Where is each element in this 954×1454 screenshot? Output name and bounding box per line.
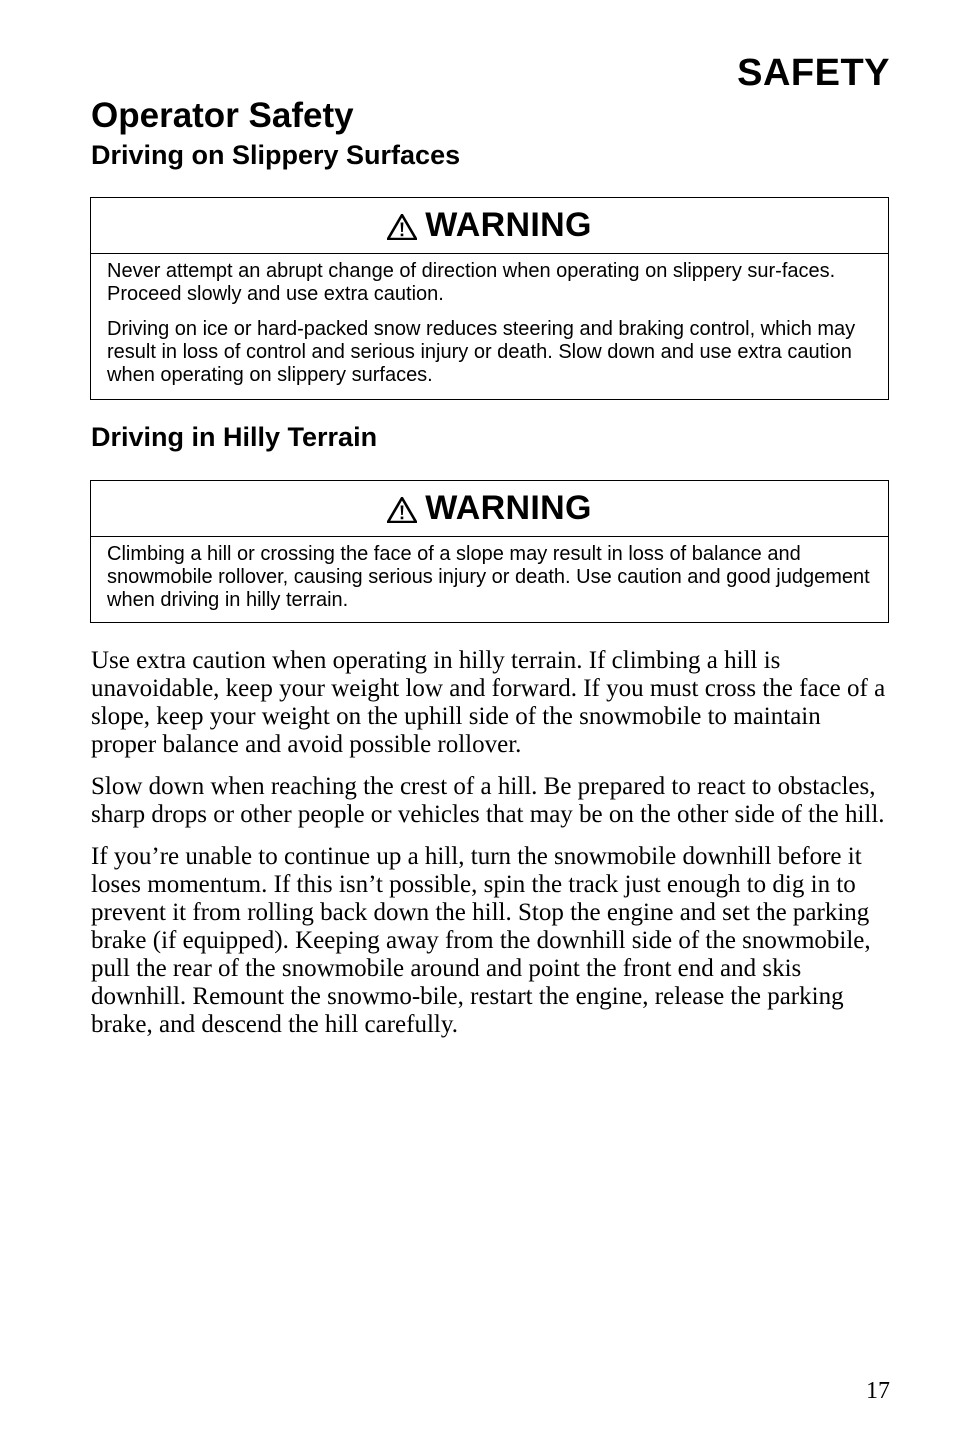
warning-box-hilly bbox=[90, 480, 889, 623]
warning-box-slippery bbox=[90, 197, 889, 400]
warning-body bbox=[91, 254, 888, 387]
heading-hilly-terrain: Driving in Hilly Terrain bbox=[91, 422, 378, 452]
warning-label: WARNING bbox=[425, 206, 592, 244]
warning-triangle-icon bbox=[387, 214, 417, 240]
body-paragraph: Slow down when reaching the crest of a hill. Be prepared to react to obstacles, sharp drops or other people or vehicles that may be on the other side of the hill. bbox=[91, 773, 885, 828]
body-text bbox=[91, 647, 891, 1053]
warning-triangle-icon bbox=[387, 497, 417, 523]
warning-text: Never attempt an abrupt change of direction when operating on slippery sur-faces. Proceed slowly and use extra caution. bbox=[107, 260, 836, 305]
warning-text: Driving on ice or hard-packed snow reduces steering and braking control, which may result in loss of control and serious injury or death. Slow down and use extra caution when operating on slippery surfaces. bbox=[107, 318, 856, 386]
warning-body bbox=[91, 537, 888, 612]
warning-header bbox=[91, 481, 888, 537]
body-paragraph: Use extra caution when operating in hilly terrain. If climbing a hill is unavoidable, keep your weight low and forward. If you must cross the face of a slope, keep your weight on the uphill side of the snowmobile to maintain proper balance and avoid possible rollover. bbox=[91, 647, 886, 758]
warning-label: WARNING bbox=[425, 489, 592, 527]
page-title: Operator Safety bbox=[91, 96, 354, 135]
section-header: SAFETY bbox=[737, 52, 890, 94]
warning-header bbox=[91, 198, 888, 254]
heading-slippery-surfaces: Driving on Slippery Surfaces bbox=[91, 140, 461, 170]
page-number: 17 bbox=[866, 1378, 890, 1404]
body-paragraph: If you’re unable to continue up a hill, turn the snowmobile downhill before it loses momentum. If this isn’t possible, spin the track just enough to dig in to prevent it from rolling back down the hill. Stop the engine and set the parking brake (if equipped). Keeping away from the downhill side of the snowmobile, pull the rear of the snowmobile around and point the front end and skis downhill. Remount the snowmo-bile, restart the engine, release the parking brake, and descend the hill carefully. bbox=[91, 843, 871, 1038]
warning-text: Climbing a hill or crossing the face of a slope may result in loss of balance and snowmobile rollover, causing serious injury or death. Use caution and good judgement when driving in hilly terrain. bbox=[107, 543, 870, 611]
